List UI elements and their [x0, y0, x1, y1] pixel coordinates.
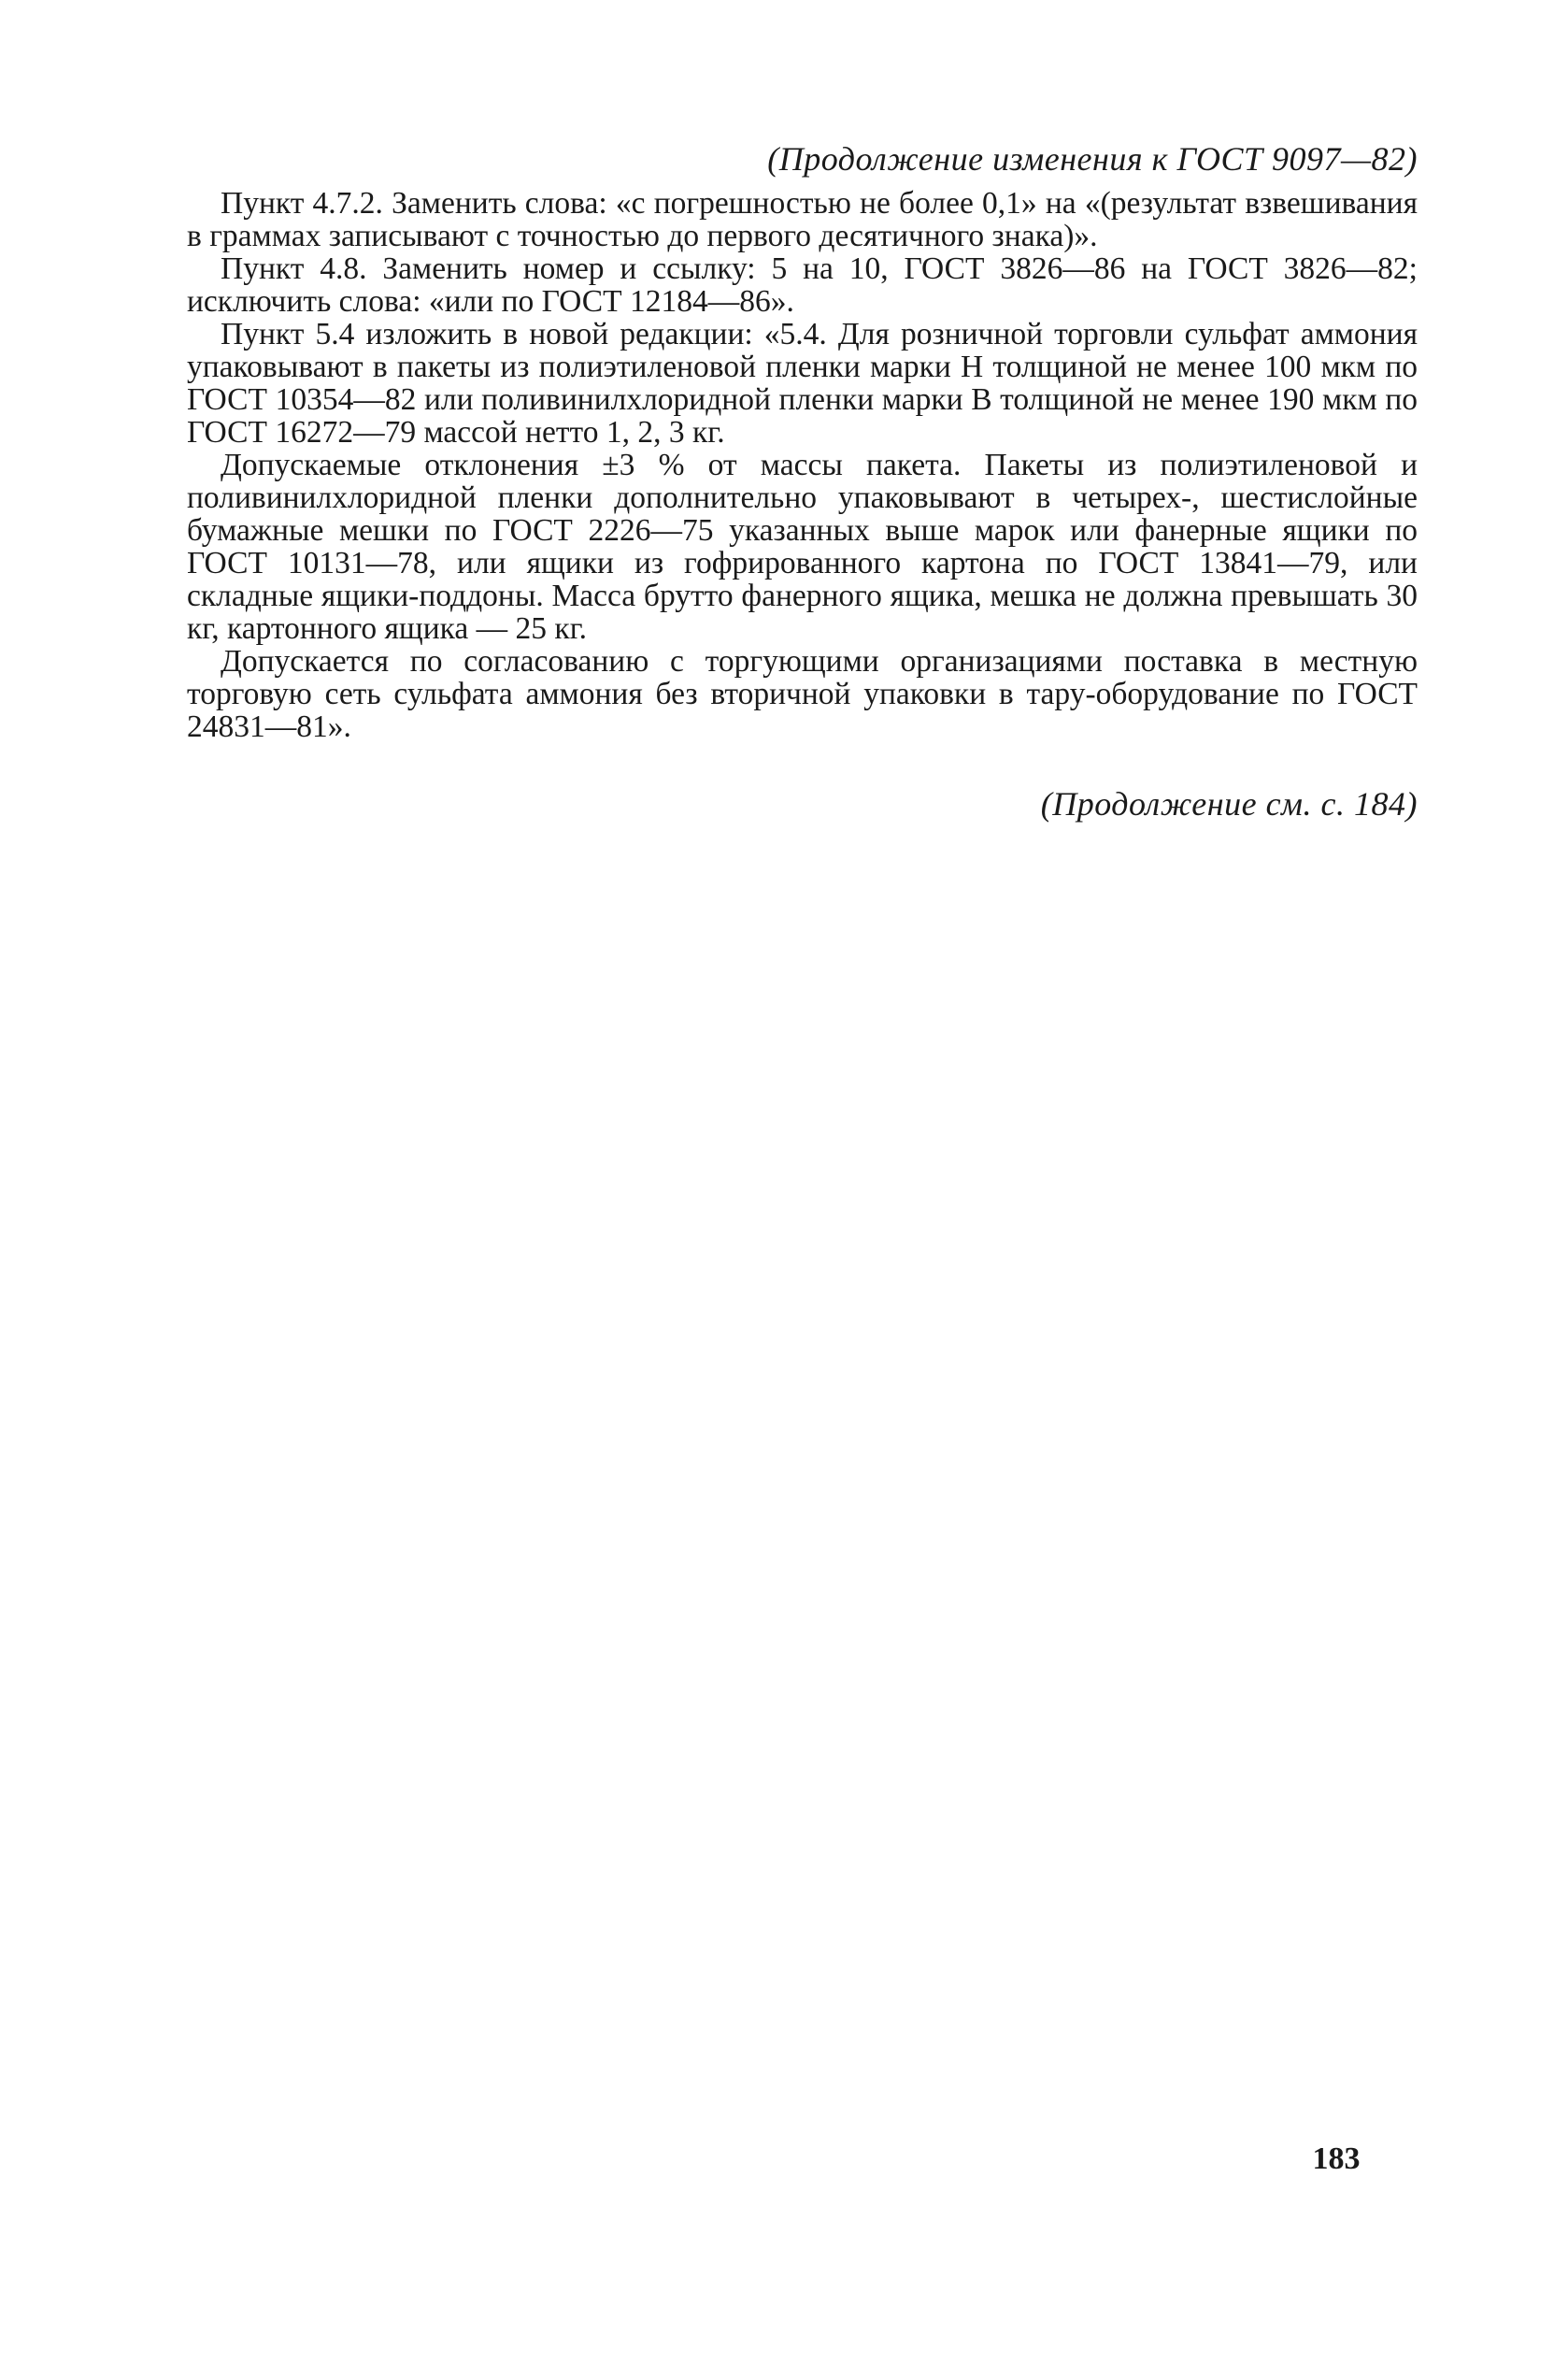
paragraph-clause-4-7-2: Пункт 4.7.2. Заменить слова: «с погрешностью не более 0,1» на «(результат взвешивания в граммах записывают с точностью до первого десятичного знака)». — [187, 186, 1418, 253]
page-header: (Продолжение изменения к ГОСТ 9097—82) — [767, 140, 1418, 178]
paragraph-delivery: Допускается по согласованию с торгующими организациями поставка в местную торговую сеть сульфата аммония без вторичной упаковки в тару-оборудование по ГОСТ 24831—81». — [187, 644, 1418, 744]
page-number: 183 — [1312, 2141, 1361, 2176]
paragraph-clause-4-8: Пункт 4.8. Заменить номер и ссылку: 5 на 10, ГОСТ 3826—86 на ГОСТ 3826—82; исключить слова: «или по ГОСТ 12184—86». — [187, 251, 1418, 319]
document-body — [187, 187, 1418, 743]
paragraph-clause-5-4: Пункт 5.4 изложить в новой редакции: «5.4. Для розничной торговли сульфат аммония упаковывают в пакеты из полиэтиленовой пленки марки Н толщиной не менее 100 мкм по ГОСТ 10354—82 или поливинилхлоридной пленки марки В толщиной не менее 190 мкм по ГОСТ 16272—79 массой нетто 1, 2, 3 кг. — [187, 317, 1418, 450]
continuation-note: (Продолжение см. с. 184) — [1040, 785, 1418, 823]
paragraph-tolerances: Допускаемые отклонения ±3 % от массы пакета. Пакеты из полиэтиленовой и поливинилхлоридной пленки дополнительно упаковывают в четырех-, шестислойные бумажные мешки по ГОСТ 2226—75 указанных выше марок или фанерные ящики по ГОСТ 10131—78, или ящики из гофрированного картона по ГОСТ 13841—79, или складные ящики-поддоны. Масса брутто фанерного ящика, мешка не должна превышать 30 кг, картонного ящика — 25 кг. — [187, 448, 1418, 646]
